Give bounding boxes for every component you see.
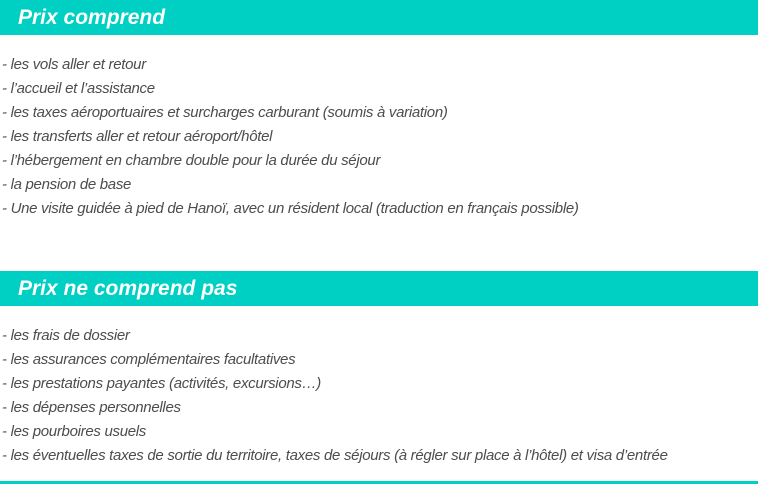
list-item: - les dépenses personnelles [2, 399, 181, 416]
list-item: - les transferts aller et retour aéroport/hôtel [2, 128, 273, 145]
list-item: - la pension de base [2, 176, 132, 193]
list-item: - les prestations payantes (activités, excursions…) [2, 375, 321, 392]
list-item: - l’accueil et l’assistance [2, 80, 155, 97]
section-title-prix-comprend: Prix comprend [18, 5, 166, 29]
section-title-prix-ne-comprend-pas: Prix ne comprend pas [18, 276, 238, 300]
list-item: - l’hébergement en chambre double pour la durée du séjour [2, 152, 381, 169]
prix-comprend-list [0, 53, 758, 221]
section-header-prix-comprend [0, 0, 758, 35]
list-item: - les pourboires usuels [2, 423, 147, 440]
list-item: - les taxes aéroportuaires et surcharges carburant (soumis à variation) [2, 104, 448, 121]
list-item: - les vols aller et retour [2, 56, 146, 73]
section-header-prix-ne-comprend-pas [0, 271, 758, 306]
list-item: - les frais de dossier [2, 327, 130, 344]
list-item: - les assurances complémentaires facultatives [2, 351, 296, 368]
list-item: - Une visite guidée à pied de Hanoï, avec un résident local (traduction en français possible) [2, 200, 579, 217]
prix-ne-comprend-pas-list [0, 324, 758, 468]
list-item: - les éventuelles taxes de sortie du territoire, taxes de séjours (à régler sur place à l’hôtel) et visa d’entrée [2, 447, 668, 464]
